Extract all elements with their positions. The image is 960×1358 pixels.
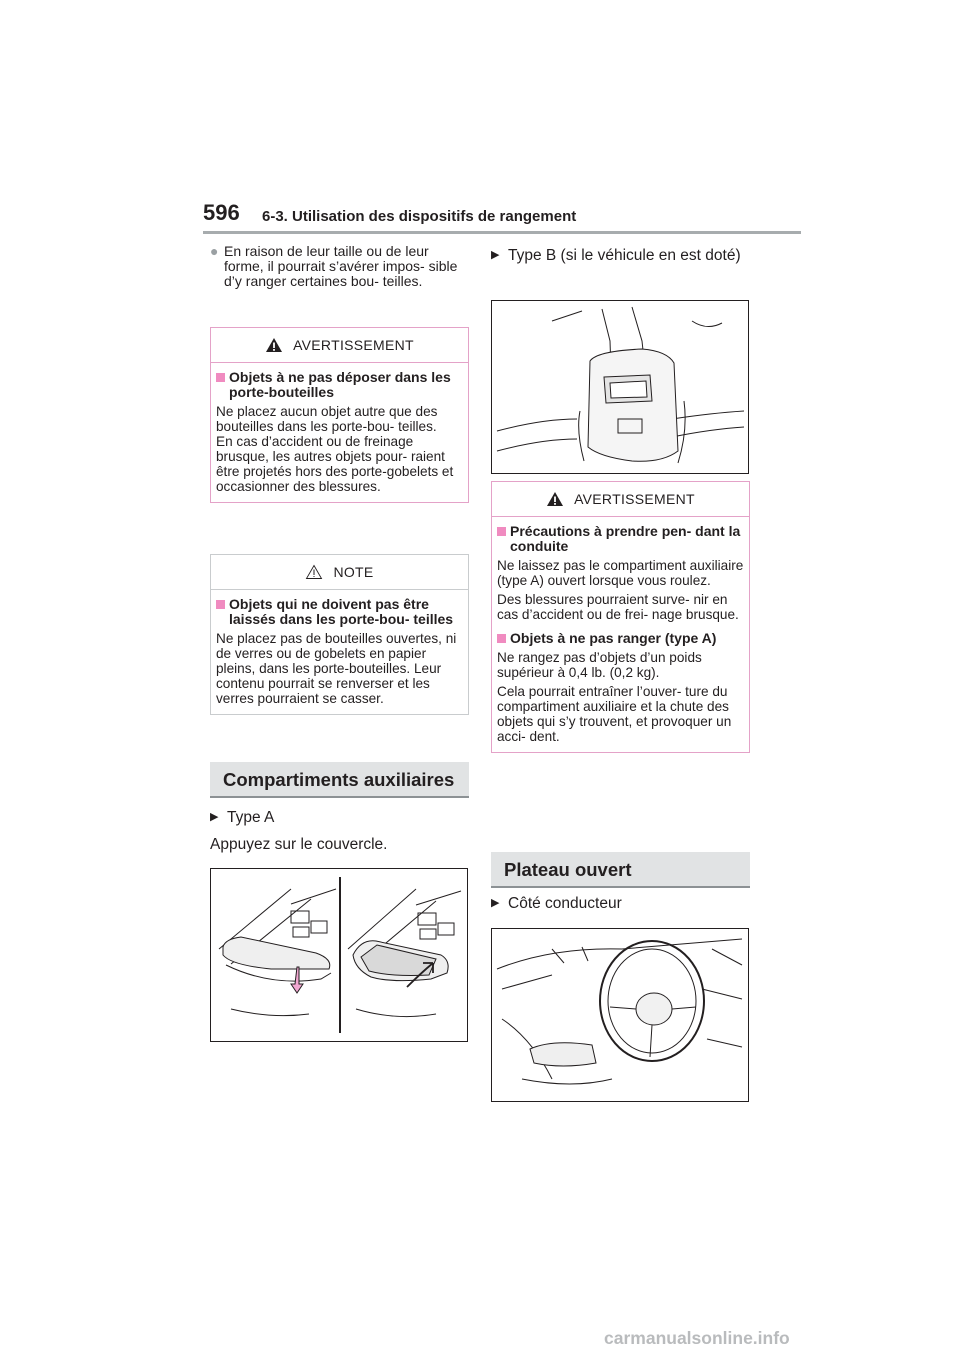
warning-body xyxy=(492,517,749,752)
warning-paragraph: Cela pourrait entraîner l’ouver- ture du compartiment auxiliaire et la chute des objets qui s’y trouvent, et provoquer un acci- dent. xyxy=(497,684,732,744)
watermark: carmanualsonline.info xyxy=(604,1328,790,1348)
warning-item-title: Objets à ne pas ranger (type A) xyxy=(497,631,744,646)
square-bullet-icon xyxy=(497,527,506,536)
header-rule xyxy=(203,231,801,234)
caution-triangle-outline-icon xyxy=(305,564,323,580)
warning-body xyxy=(211,363,468,502)
note-box xyxy=(210,554,469,715)
warning-item-title: Objets à ne pas déposer dans les porte-bouteilles xyxy=(216,370,463,400)
figure-auxiliary-compartment-type-b xyxy=(491,300,749,474)
warning-paragraph: En cas d’accident ou de freinage brusque, les autres objets pour- raient être projetés hors des porte-gobelets et occasionner des blessures. xyxy=(216,434,454,494)
bottle-bullet xyxy=(210,244,469,289)
triangle-right-icon: ▶ xyxy=(491,897,500,909)
driver-side-label: ▶ Côté conducteur xyxy=(491,892,622,915)
square-bullet-icon xyxy=(216,373,225,382)
warning-title: AVERTISSEMENT xyxy=(293,337,414,353)
warning-item-title: Précautions à prendre pen- dant la conduite xyxy=(497,524,744,554)
warning-title: AVERTISSEMENT xyxy=(574,491,695,507)
note-title: NOTE xyxy=(333,564,374,580)
warning-paragraph: Ne laissez pas le compartiment auxiliaire (type A) ouvert lorsque vous roulez. xyxy=(497,558,744,588)
note-paragraph: Ne placez pas de bouteilles ouvertes, ni de verres ou de gobelets en papier pleins, dans les porte-bouteilles. Leur contenu pourrait se renverser et les verres pourraient se casser. xyxy=(216,631,457,706)
section-title: 6-3. Utilisation des dispositifs de rangement xyxy=(262,208,577,225)
warning-box-driving xyxy=(491,481,750,753)
bullet-text: En raison de leur taille ou de leur forme, il pourrait s’avérer impos- sible d’y ranger certaines bou- teilles. xyxy=(224,243,458,289)
triangle-right-icon: ▶ xyxy=(491,249,500,261)
figure-open-tray-driver-side xyxy=(491,928,749,1102)
warning-triangle-icon xyxy=(265,337,283,353)
note-header xyxy=(211,555,468,590)
left-column xyxy=(210,243,469,853)
note-item-title: Objets qui ne doivent pas être laissés dans les porte-bou- teilles xyxy=(216,597,463,627)
triangle-right-icon: ▶ xyxy=(210,811,219,823)
type-a-instruction: Appuyez sur le couvercle. xyxy=(210,836,388,853)
warning-paragraph: Ne placez aucun objet autre que des bouteilles dans les porte-bou- teilles. xyxy=(216,404,438,434)
page-number: 596 xyxy=(203,200,240,225)
warning-box-bottles xyxy=(210,327,469,503)
figure-auxiliary-compartment-type-a xyxy=(210,868,468,1042)
warning-header xyxy=(492,482,749,517)
warning-header xyxy=(211,328,468,363)
square-bullet-icon xyxy=(216,600,225,609)
note-body xyxy=(211,590,468,714)
warning-triangle-icon xyxy=(546,491,564,507)
section-heading-open-tray: Plateau ouvert xyxy=(491,852,750,888)
bullet-dot-icon: ● xyxy=(210,243,219,259)
section-heading-auxiliary: Compartiments auxiliaires xyxy=(210,762,469,798)
square-bullet-icon xyxy=(497,634,506,643)
warning-paragraph: Des blessures pourraient surve- nir en cas d’accident ou de frei- nage brusque. xyxy=(497,592,739,622)
type-a-label: ▶ Type A xyxy=(210,806,274,829)
warning-paragraph: Ne rangez pas d’objets d’un poids supérieur à 0,4 lb. (0,2 kg). xyxy=(497,650,702,680)
type-b-label: ▶ Type B (si le véhicule en est doté) xyxy=(491,244,741,267)
